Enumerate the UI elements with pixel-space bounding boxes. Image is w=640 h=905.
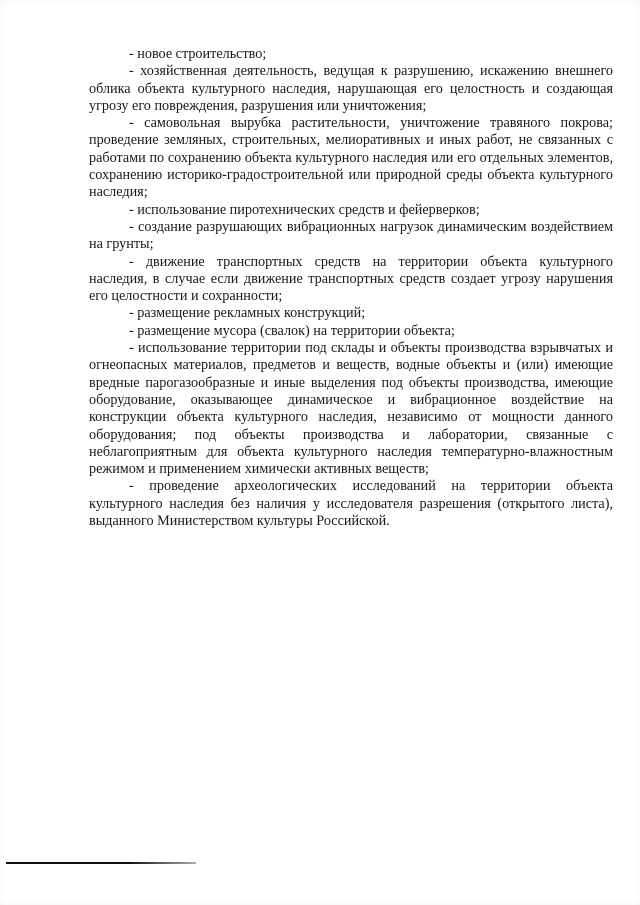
list-item-vibration-loads: - создание разрушающих вибрационных нагрузок динамическим воздействием на грунты;	[89, 218, 613, 253]
list-item-pyrotechnics: - использование пиротехнических средств и фейерверков;	[129, 201, 480, 218]
list-item-economic-activity: - хозяйственная деятельность, ведущая к разрушению, искажению внешнего облика объекта культурного наследия, нарушающая его целостность и создающая угрозу его повреждения, разрушения или уничтожения;	[89, 63, 613, 114]
list-item-garbage: - размещение мусора (свалок) на территории объекта;	[129, 322, 455, 339]
list-item-unauthorized-logging: - самовольная вырубка растительности, уничтожение травяного покрова; проведение земляных, строительных, мелиоративных и иных работ, не связанных с работами по сохранению объекта культурного наследия или его отдельных элементов, сохранению историко-градостроительной или природной среды объекта культурного наследия;	[89, 115, 613, 201]
list-item-new-construction: - новое строительство;	[129, 46, 267, 62]
list-item-warehouses-production: - использование территории под склады и объекты производства взрывчатых и огнеопасных материалов, предметов и веществ, водные объекты и (или) имеющие вредные парогазообразные и иные выделения под объекты производства, имеющие оборудование, оказывающее динамическое и вибрационное воздействие на конструкции объекта культурного наследия, независимо от мощности данного оборудования; под объекты производства и лаборатории, связанные с неблагоприятным для объекта культурного наследия температурно-влажностным режимом и применением химически активных веществ;	[89, 340, 613, 478]
list-item-vehicle-traffic: - движение транспортных средств на территории объекта культурного наследия, в случае если движение транспортных средств создает угрозу нарушения его целостности и сохранности;	[89, 253, 613, 305]
list-item-advertising: - размещение рекламных конструкций;	[129, 305, 366, 322]
list-item-archaeology: - проведение археологических исследований на территории объекта культурного наследия без наличия у исследователя разрешения (открытого листа), выданного Министерством культуры Российской.	[89, 478, 613, 530]
bottom-rule-line	[6, 862, 196, 864]
document-body	[89, 46, 613, 530]
